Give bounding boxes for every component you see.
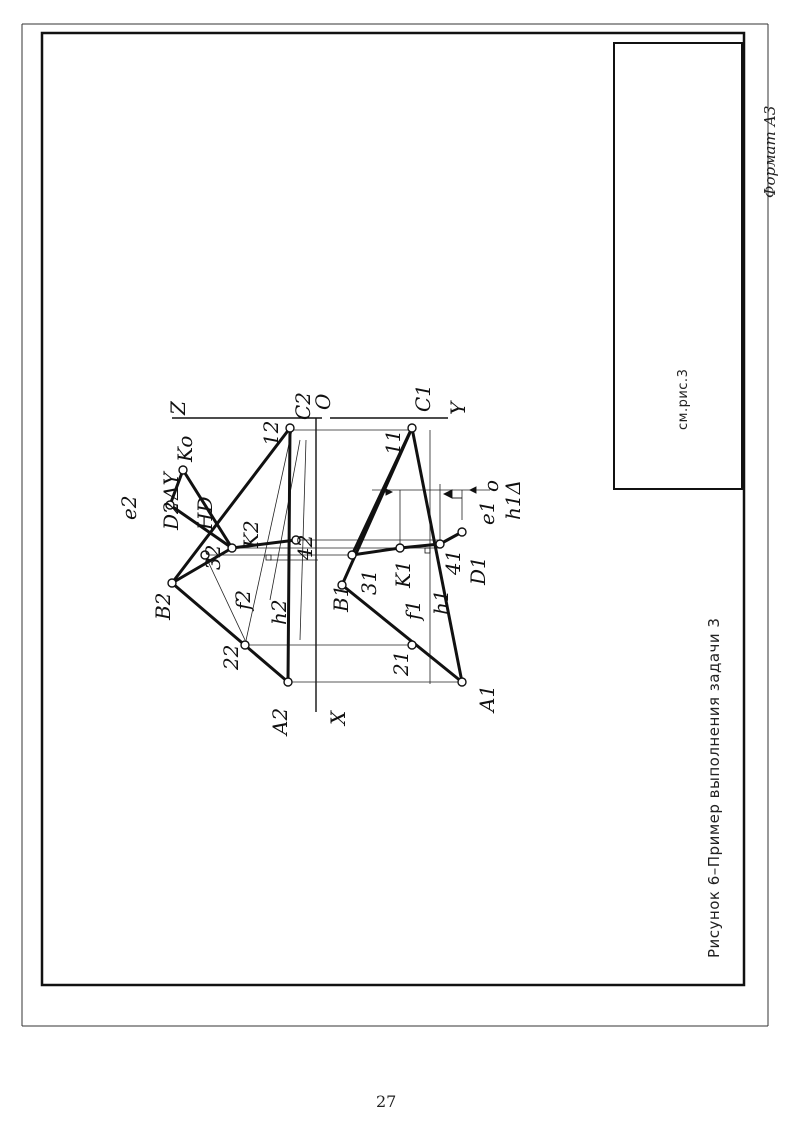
figure-caption: Рисунок 6–Пример выполнения задачи 3 [705,617,723,958]
label-31: 31 [357,569,381,595]
label-41: 41 [441,549,465,575]
title-block-reference: см.рис.3 [676,368,691,430]
label-11: 11 [381,429,405,455]
label-a1: A1 [475,684,499,712]
label-y: Y [446,401,470,415]
label-k1: K1 [391,560,415,588]
label-z: Z [166,401,190,415]
label-d1: D1 [466,556,490,585]
label-dy: ΔY [159,472,183,500]
label-hd: HD [193,496,217,530]
label-h1: h1 [429,589,453,615]
label-e2: e2 [117,495,141,520]
label-a2: A2 [268,707,292,735]
label-42: 42 [293,534,317,560]
label-h2: h2 [267,599,291,625]
label-b1: B1 [329,584,353,612]
label-f2: f2 [231,589,255,610]
label-k2: K2 [239,520,263,548]
page-number: 27 [376,1092,397,1111]
inner-frame [42,33,744,985]
label-22: 22 [219,644,243,670]
label-d2: D2 [159,501,183,530]
label-f1: f1 [401,599,425,620]
label-32: 32 [201,544,225,570]
label-21: 21 [389,650,413,676]
label-o: O [311,393,335,410]
label-x: X [326,710,350,725]
label-c2: C2 [291,391,315,420]
label-ko: Ko [173,435,197,462]
right-angle-marker-1 [266,555,271,560]
label-c1: C1 [411,383,435,412]
label-o-small: o [479,479,503,492]
label-e1: e1 [475,500,499,525]
right-angle-marker-2 [425,548,430,553]
format-label: Формат А3 [761,105,779,198]
label-b2: B2 [151,592,175,620]
label-12: 12 [259,420,283,446]
label-h1d: h1Δ [501,479,525,520]
